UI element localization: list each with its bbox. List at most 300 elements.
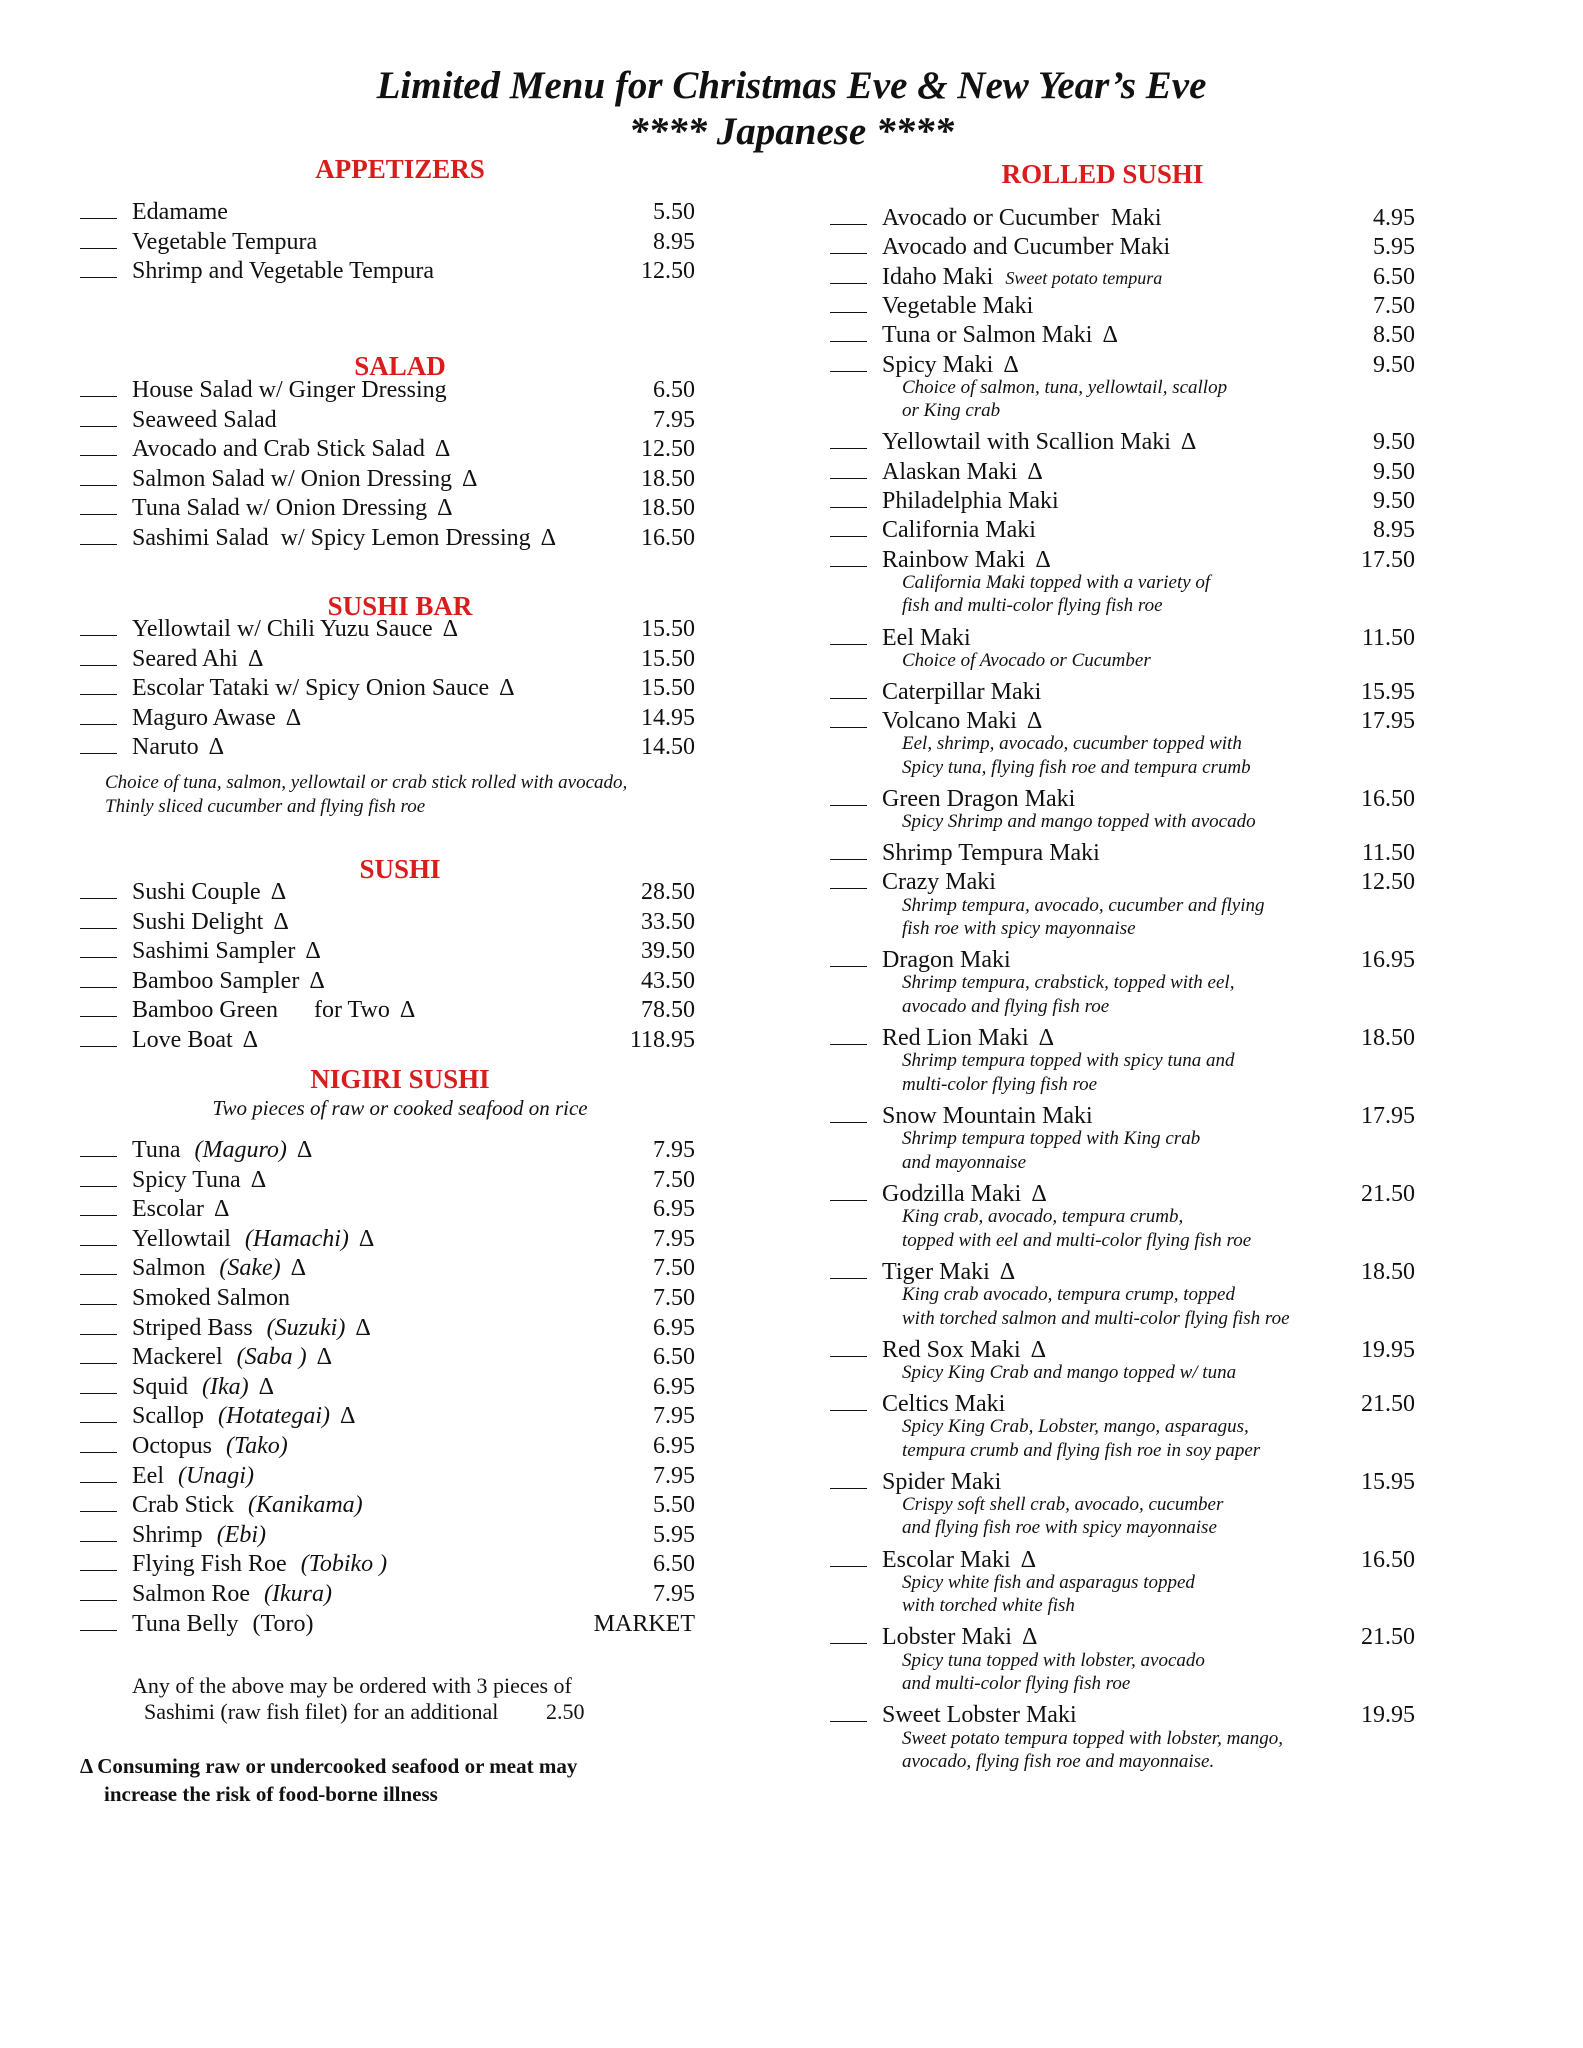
menu-item-price: 6.50 xyxy=(1373,263,1415,290)
japanese-name: (Ikura) xyxy=(264,1581,332,1607)
item-name-text: Yellowtail xyxy=(132,1225,231,1252)
item-description: Eel, shrimp, avocado, cucumber topped with xyxy=(902,733,1242,755)
raw-warning-symbol: Δ xyxy=(358,1225,375,1252)
section-title-rolled-sushi: ROLLED SUSHI xyxy=(1001,159,1204,189)
order-checkbox-line[interactable] xyxy=(80,928,117,929)
menu-item xyxy=(80,1253,695,1283)
order-checkbox-line[interactable] xyxy=(80,1422,117,1423)
raw-warning-symbol: Δ xyxy=(270,879,287,905)
order-checkbox-line[interactable] xyxy=(80,248,117,249)
menu-item-name xyxy=(882,486,1059,516)
item-name-text: Green Dragon Maki xyxy=(882,785,1076,812)
section-title-sushi: SUSHI xyxy=(359,854,441,884)
item-name-text: Squid xyxy=(132,1373,189,1400)
raw-warning-symbol: Δ xyxy=(258,1373,275,1400)
order-checkbox-line[interactable] xyxy=(80,455,117,456)
menu-item-price: 5.95 xyxy=(653,1521,695,1548)
menu-item-name xyxy=(132,1135,312,1165)
menu-item-price: 7.95 xyxy=(653,1581,695,1607)
japanese-name: (Suzuki) xyxy=(266,1314,346,1341)
menu-item-price: 16.50 xyxy=(641,525,695,551)
order-checkbox-line[interactable] xyxy=(80,635,117,636)
raw-warning-symbol: Δ xyxy=(355,1314,371,1341)
menu-item xyxy=(80,907,695,937)
menu-item-name xyxy=(132,907,289,937)
order-checkbox-line[interactable] xyxy=(830,536,867,537)
item-description: Spicy tuna, flying fish roe and tempura crumb xyxy=(902,756,1251,778)
item-name-text: Salmon Roe xyxy=(132,1581,250,1607)
raw-warning-symbol: Δ xyxy=(1035,546,1051,573)
menu-item xyxy=(80,1135,695,1165)
menu-item-price: 39.50 xyxy=(641,938,695,965)
section-title-salad: SALAD xyxy=(354,351,446,381)
order-checkbox-line[interactable] xyxy=(80,1363,117,1364)
menu-item-name xyxy=(132,995,415,1025)
order-checkbox-line[interactable] xyxy=(80,1541,117,1542)
raw-warning-symbol: Δ xyxy=(1026,707,1043,734)
item-name-text: Sashimi Salad w/ Spicy Lemon Dressing xyxy=(132,525,531,551)
menu-item-name xyxy=(882,838,1100,868)
menu-item-price: 18.50 xyxy=(641,465,695,492)
menu-item-name xyxy=(132,493,453,523)
menu-item-price: 18.50 xyxy=(641,495,695,522)
menu-item-price: 5.50 xyxy=(653,1492,695,1519)
menu-item xyxy=(80,1520,695,1550)
menu-item xyxy=(830,203,1415,233)
order-checkbox-line[interactable] xyxy=(830,1488,867,1489)
item-name-text: Lobster Maki xyxy=(882,1624,1012,1651)
raw-warning-symbol: Δ xyxy=(339,1403,356,1430)
order-checkbox-line[interactable] xyxy=(80,1570,117,1571)
raw-warning-symbol: Δ xyxy=(250,1166,267,1193)
item-name-text: Flying Fish Roe xyxy=(132,1551,287,1578)
item-description: Shrimp tempura topped with spicy tuna and xyxy=(902,1050,1235,1072)
order-checkbox-line[interactable] xyxy=(80,957,117,958)
menu-item xyxy=(80,1431,695,1461)
menu-item xyxy=(80,1609,695,1639)
menu-item-name xyxy=(132,1401,355,1431)
raw-warning-symbol: Δ xyxy=(442,616,459,642)
item-description: and multi-color flying fish roe xyxy=(902,1673,1131,1695)
menu-item-price: 14.50 xyxy=(641,734,695,761)
japanese-name: (Toro) xyxy=(252,1610,314,1637)
item-name-text: Avocado or Cucumber Maki xyxy=(882,205,1162,231)
menu-item-price: 17.95 xyxy=(1361,707,1415,734)
order-checkbox-line[interactable] xyxy=(80,753,117,754)
order-checkbox-line[interactable] xyxy=(80,1482,117,1483)
section-title-nigiri-sushi: NIGIRI SUSHI xyxy=(310,1064,490,1094)
order-checkbox-line[interactable] xyxy=(80,1334,117,1335)
menu-item-price: 19.95 xyxy=(1361,1336,1415,1363)
item-name-text: Escolar Tataki w/ Spicy Onion Sauce xyxy=(132,675,490,702)
menu-item xyxy=(80,1194,695,1224)
item-name-text: Crab Stick xyxy=(132,1492,234,1519)
order-checkbox-line[interactable] xyxy=(830,283,867,284)
menu-item xyxy=(830,677,1415,707)
item-name-text: Love Boat xyxy=(132,1027,233,1053)
menu-item xyxy=(80,1461,695,1491)
item-name-text: Shrimp and Vegetable Tempura xyxy=(132,258,435,285)
item-name-text: Yellowtail w/ Chili Yuzu Sauce xyxy=(132,616,433,642)
japanese-name: (Hotategai) xyxy=(218,1403,330,1430)
menu-item-name xyxy=(132,1372,274,1402)
menu-item xyxy=(80,464,695,494)
order-checkbox-line[interactable] xyxy=(830,1044,867,1045)
raw-food-warning-line-1: Δ Consuming raw or undercooked seafood or meat may xyxy=(80,1754,578,1778)
raw-warning-symbol: Δ xyxy=(1021,1624,1038,1651)
menu-item-price: 43.50 xyxy=(641,967,695,994)
order-checkbox-line[interactable] xyxy=(830,448,867,449)
menu-item-price: 7.50 xyxy=(653,1285,695,1311)
item-name-text: Tuna or Salmon Maki xyxy=(882,322,1093,349)
menu-item-price: 7.95 xyxy=(653,1225,695,1252)
item-name-text: Mackerel xyxy=(132,1344,223,1371)
menu-item xyxy=(830,515,1415,545)
order-checkbox-line[interactable] xyxy=(80,1274,117,1275)
menu-item-price: 7.50 xyxy=(1373,292,1415,319)
order-checkbox-line[interactable] xyxy=(830,224,867,225)
menu-item-name xyxy=(132,1025,258,1055)
order-checkbox-line[interactable] xyxy=(830,698,867,699)
menu-item xyxy=(80,1372,695,1402)
item-description: with torched white fish xyxy=(902,1595,1075,1617)
item-name-text: Crazy Maki xyxy=(882,869,996,896)
raw-warning-symbol: Δ xyxy=(1030,1336,1047,1363)
item-description: or King crab xyxy=(902,400,1001,422)
order-checkbox-line[interactable] xyxy=(830,312,867,313)
menu-item xyxy=(80,1313,695,1343)
item-name-text: Philadelphia Maki xyxy=(882,488,1059,514)
order-checkbox-line[interactable] xyxy=(80,665,117,666)
menu-item-price: 12.50 xyxy=(641,436,695,463)
item-description: Choice of Avocado or Cucumber xyxy=(902,649,1151,671)
order-checkbox-line[interactable] xyxy=(830,1356,867,1357)
menu-item-name xyxy=(882,427,1196,457)
item-name-text: Alaskan Maki xyxy=(882,458,1018,485)
item-description: Spicy Shrimp and mango topped with avocado xyxy=(902,811,1256,833)
menu-item-price: 21.50 xyxy=(1361,1390,1415,1417)
order-checkbox-line[interactable] xyxy=(80,1046,117,1047)
menu-item xyxy=(830,427,1415,457)
menu-item-name xyxy=(132,227,317,257)
order-checkbox-line[interactable] xyxy=(830,859,867,860)
item-name-text: Salmon Salad w/ Onion Dressing xyxy=(132,465,452,492)
order-checkbox-line[interactable] xyxy=(830,805,867,806)
item-description: avocado and flying fish roe xyxy=(902,995,1110,1017)
item-description: Shrimp tempura, avocado, cucumber and flying xyxy=(902,894,1265,916)
menu-item xyxy=(80,877,695,907)
order-checkbox-line[interactable] xyxy=(80,218,117,219)
item-name-text: Idaho Maki xyxy=(882,263,994,290)
menu-title: Limited Menu for Christmas Eve & New Year’s Eve xyxy=(376,64,1207,107)
item-description: Spicy King Crab, Lobster, mango, asparagus, xyxy=(902,1416,1249,1437)
menu-item-name xyxy=(882,262,1162,293)
menu-item-name xyxy=(132,1520,266,1550)
order-checkbox-line[interactable] xyxy=(830,727,867,728)
order-checkbox-line[interactable] xyxy=(80,987,117,988)
order-checkbox-line[interactable] xyxy=(80,1186,117,1187)
item-description: tempura crumb and flying fish roe in soy paper xyxy=(902,1439,1261,1461)
item-description: avocado, flying fish roe and mayonnaise. xyxy=(902,1751,1215,1773)
order-checkbox-line[interactable] xyxy=(80,694,117,695)
menu-item-name xyxy=(882,515,1036,545)
menu-item-price: 6.95 xyxy=(653,1433,695,1459)
menu-subtitle: **** Japanese **** xyxy=(629,110,954,153)
menu-item-price: MARKET xyxy=(593,1610,695,1637)
item-name-text: Escolar xyxy=(132,1196,204,1223)
raw-warning-symbol: Δ xyxy=(999,1258,1016,1285)
raw-warning-symbol: Δ xyxy=(285,704,302,731)
order-checkbox-line[interactable] xyxy=(80,544,117,545)
item-name-text: Volcano Maki xyxy=(882,707,1017,734)
order-checkbox-line[interactable] xyxy=(830,1200,867,1201)
order-checkbox-line[interactable] xyxy=(80,1215,117,1216)
order-checkbox-line[interactable] xyxy=(830,253,867,254)
order-checkbox-line[interactable] xyxy=(830,1410,867,1411)
item-name-text: Snow Mountain Maki xyxy=(882,1102,1093,1129)
item-name-text: Caterpillar Maki xyxy=(882,678,1042,705)
menu-item-price: 8.50 xyxy=(1373,322,1415,349)
item-description: fish roe with spicy mayonnaise xyxy=(902,918,1136,939)
order-checkbox-line[interactable] xyxy=(80,1156,117,1157)
order-checkbox-line[interactable] xyxy=(80,277,117,278)
menu-item xyxy=(80,1490,695,1520)
menu-item-name xyxy=(132,1461,254,1491)
item-description: Sweet potato tempura topped with lobster, mango, xyxy=(902,1727,1284,1749)
menu-item xyxy=(80,197,695,227)
item-name-text: Smoked Salmon xyxy=(132,1285,291,1311)
item-name-text: Spider Maki xyxy=(882,1468,1002,1495)
menu-item-price: 16.95 xyxy=(1361,947,1415,974)
menu-item-name xyxy=(132,434,450,464)
item-description: Spicy white fish and asparagus topped xyxy=(902,1571,1195,1593)
menu-item xyxy=(830,232,1415,262)
raw-warning-symbol: Δ xyxy=(1102,322,1118,349)
menu-item-price: 16.50 xyxy=(1361,1546,1415,1573)
raw-warning-symbol: Δ xyxy=(1180,429,1197,456)
menu-item xyxy=(80,703,695,733)
item-name-text: Tiger Maki xyxy=(882,1258,990,1285)
menu-item xyxy=(80,1579,695,1609)
menu-item-price: 6.95 xyxy=(653,1314,695,1341)
menu-item-name xyxy=(882,320,1118,350)
order-checkbox-line[interactable] xyxy=(80,1600,117,1601)
menu-item-name xyxy=(132,405,277,435)
item-name-text: Avocado and Cucumber Maki xyxy=(882,234,1171,261)
menu-item-price: 15.50 xyxy=(641,645,695,672)
item-name-text: Rainbow Maki xyxy=(882,546,1026,573)
item-name-text: Red Sox Maki xyxy=(882,1336,1021,1363)
menu-item-name xyxy=(132,256,434,286)
japanese-name: (Kanikama) xyxy=(248,1492,363,1519)
menu-item xyxy=(80,1342,695,1372)
menu-item-price: 12.50 xyxy=(1361,869,1415,896)
item-description: Spicy tuna topped with lobster, avocado xyxy=(902,1649,1205,1671)
item-name-text: Godzilla Maki xyxy=(882,1180,1022,1207)
item-name-text: Sushi Couple xyxy=(132,879,261,905)
menu-item-name xyxy=(132,1313,371,1343)
menu-item xyxy=(80,227,695,257)
order-checkbox-line[interactable] xyxy=(80,514,117,515)
japanese-name: (Ika) xyxy=(202,1373,249,1400)
item-description: Shrimp tempura, crabstick, topped with eel, xyxy=(902,972,1235,994)
raw-warning-symbol: Δ xyxy=(213,1196,230,1223)
japanese-name: (Unagi) xyxy=(177,1462,254,1489)
menu-item xyxy=(80,256,695,286)
menu-item-price: 18.50 xyxy=(1361,1025,1415,1051)
item-name-text: Bamboo Sampler xyxy=(132,967,300,994)
order-checkbox-line[interactable] xyxy=(80,1304,117,1305)
menu-item xyxy=(80,523,695,553)
menu-item-price: 17.50 xyxy=(1361,546,1415,573)
raw-warning-symbol: Δ xyxy=(1027,458,1043,485)
raw-warning-symbol: Δ xyxy=(296,1137,313,1163)
order-checkbox-line[interactable] xyxy=(830,1643,867,1644)
order-checkbox-line[interactable] xyxy=(80,724,117,725)
menu-item-name xyxy=(882,291,1033,321)
menu-item-name xyxy=(132,1224,374,1254)
menu-item-price: 7.95 xyxy=(653,1403,695,1430)
item-name-text: Vegetable Tempura xyxy=(132,228,318,255)
menu-item-price: 21.50 xyxy=(1361,1180,1415,1207)
menu-item-price: 78.50 xyxy=(641,997,695,1024)
item-name-text: Avocado and Crab Stick Salad xyxy=(132,436,425,463)
menu-item-name xyxy=(132,1253,306,1283)
menu-item-price: 6.95 xyxy=(653,1373,695,1400)
raw-food-warning-line-2: increase the risk of food-borne illness xyxy=(104,1782,438,1806)
raw-warning-symbol: Δ xyxy=(1003,351,1019,378)
menu-item-name xyxy=(132,1342,332,1372)
order-checkbox-line[interactable] xyxy=(830,507,867,508)
order-checkbox-line[interactable] xyxy=(830,478,867,479)
item-name-text: Tuna Salad w/ Onion Dressing xyxy=(132,495,428,522)
order-checkbox-line[interactable] xyxy=(830,1721,867,1722)
order-checkbox-line[interactable] xyxy=(830,341,867,342)
menu-item-name xyxy=(132,1283,290,1313)
menu-item-price: 9.50 xyxy=(1373,351,1415,378)
nigiri-description: Two pieces of raw or cooked seafood on rice xyxy=(212,1096,588,1120)
menu-item-name xyxy=(882,203,1161,233)
menu-item-name xyxy=(882,457,1043,487)
item-description: King crab, avocado, tempura crumb, xyxy=(902,1206,1184,1228)
menu-item xyxy=(80,1549,695,1579)
order-checkbox-line[interactable] xyxy=(80,1245,117,1246)
menu-item-name xyxy=(132,644,263,674)
item-name-text: Eel Maki xyxy=(882,624,971,651)
order-checkbox-line[interactable] xyxy=(80,1016,117,1017)
order-checkbox-line[interactable] xyxy=(830,1566,867,1567)
item-name-text: Striped Bass xyxy=(132,1314,253,1341)
order-checkbox-line[interactable] xyxy=(80,485,117,486)
menu-item-price: 17.95 xyxy=(1361,1102,1415,1129)
menu-item-name xyxy=(132,732,224,762)
menu-item-name xyxy=(132,936,321,966)
menu-item-price: 12.50 xyxy=(641,258,695,285)
menu-item-name xyxy=(882,232,1170,262)
item-name-text: Naruto xyxy=(132,734,199,761)
menu-item-price: 16.50 xyxy=(1361,785,1415,812)
menu-item-name xyxy=(132,197,228,227)
order-checkbox-line[interactable] xyxy=(830,888,867,889)
item-description: and flying fish roe with spicy mayonnaise xyxy=(902,1517,1217,1539)
item-name-text: Shrimp Tempura Maki xyxy=(882,839,1100,866)
menu-item-price: 8.95 xyxy=(653,228,695,255)
order-checkbox-line[interactable] xyxy=(80,1452,117,1453)
item-name-text: Red Lion Maki xyxy=(882,1025,1029,1051)
raw-warning-symbol: Δ xyxy=(1038,1025,1055,1051)
menu-item xyxy=(80,405,695,435)
order-checkbox-line[interactable] xyxy=(830,966,867,967)
order-checkbox-line[interactable] xyxy=(830,644,867,645)
menu-item-price: 7.50 xyxy=(653,1166,695,1193)
menu-item-name xyxy=(132,703,301,733)
raw-warning-symbol: Δ xyxy=(273,908,289,935)
item-name-text: Bamboo Green for Two xyxy=(132,997,390,1024)
order-checkbox-line[interactable] xyxy=(80,396,117,397)
raw-warning-symbol: Δ xyxy=(540,525,557,551)
menu-item-name xyxy=(132,1490,363,1520)
item-description: California Maki topped with a variety of xyxy=(902,571,1211,593)
menu-item xyxy=(80,1025,695,1055)
menu-item xyxy=(80,434,695,464)
item-description: Crispy soft shell crab, avocado, cucumber xyxy=(902,1493,1224,1515)
item-name-text: Celtics Maki xyxy=(882,1390,1006,1417)
item-name-text: House Salad w/ Ginger Dressing xyxy=(132,377,447,403)
menu-item xyxy=(80,493,695,523)
menu-item-price: 15.50 xyxy=(641,675,695,702)
order-checkbox-line[interactable] xyxy=(80,426,117,427)
japanese-name: (Saba ) xyxy=(236,1344,307,1371)
order-checkbox-line[interactable] xyxy=(830,1122,867,1123)
menu-item xyxy=(80,966,695,996)
menu-item xyxy=(80,936,695,966)
raw-warning-symbol: Δ xyxy=(437,495,453,522)
order-checkbox-line[interactable] xyxy=(830,1278,867,1279)
raw-warning-symbol: Δ xyxy=(290,1255,307,1282)
menu-item xyxy=(80,614,695,644)
order-checkbox-line[interactable] xyxy=(80,1511,117,1512)
order-checkbox-line[interactable] xyxy=(80,898,117,899)
order-checkbox-line[interactable] xyxy=(80,1393,117,1394)
menu-item-price: 7.95 xyxy=(653,1462,695,1489)
order-checkbox-line[interactable] xyxy=(830,371,867,372)
menu-item-name xyxy=(132,464,477,494)
item-name-text: Escolar Maki xyxy=(882,1546,1011,1573)
menu-item-name xyxy=(132,1549,387,1579)
order-checkbox-line[interactable] xyxy=(830,566,867,567)
japanese-name: (Hamachi) xyxy=(244,1225,349,1252)
menu-item-name xyxy=(882,677,1041,707)
japanese-name: (Ebi) xyxy=(216,1521,266,1548)
menu-item-name xyxy=(132,966,325,996)
menu-item-price: 5.95 xyxy=(1373,234,1415,261)
menu-item-price: 5.50 xyxy=(653,199,695,225)
item-description: King crab avocado, tempura crump, topped xyxy=(902,1284,1235,1305)
menu-item-name xyxy=(132,1165,266,1195)
raw-warning-symbol: Δ xyxy=(247,645,264,672)
sashimi-note-price: 2.50 xyxy=(546,1699,585,1724)
raw-warning-symbol: Δ xyxy=(434,436,451,463)
order-checkbox-line[interactable] xyxy=(80,1630,117,1631)
item-name-text: Sushi Delight xyxy=(132,908,264,935)
raw-warning-symbol: Δ xyxy=(399,997,416,1024)
menu-item xyxy=(80,995,695,1025)
item-name-text: Sweet Lobster Maki xyxy=(882,1702,1077,1729)
item-name-text: Sashimi Sampler xyxy=(132,938,296,965)
menu-item-name xyxy=(132,1431,288,1461)
menu-item xyxy=(80,644,695,674)
raw-warning-symbol: Δ xyxy=(1020,1546,1037,1573)
